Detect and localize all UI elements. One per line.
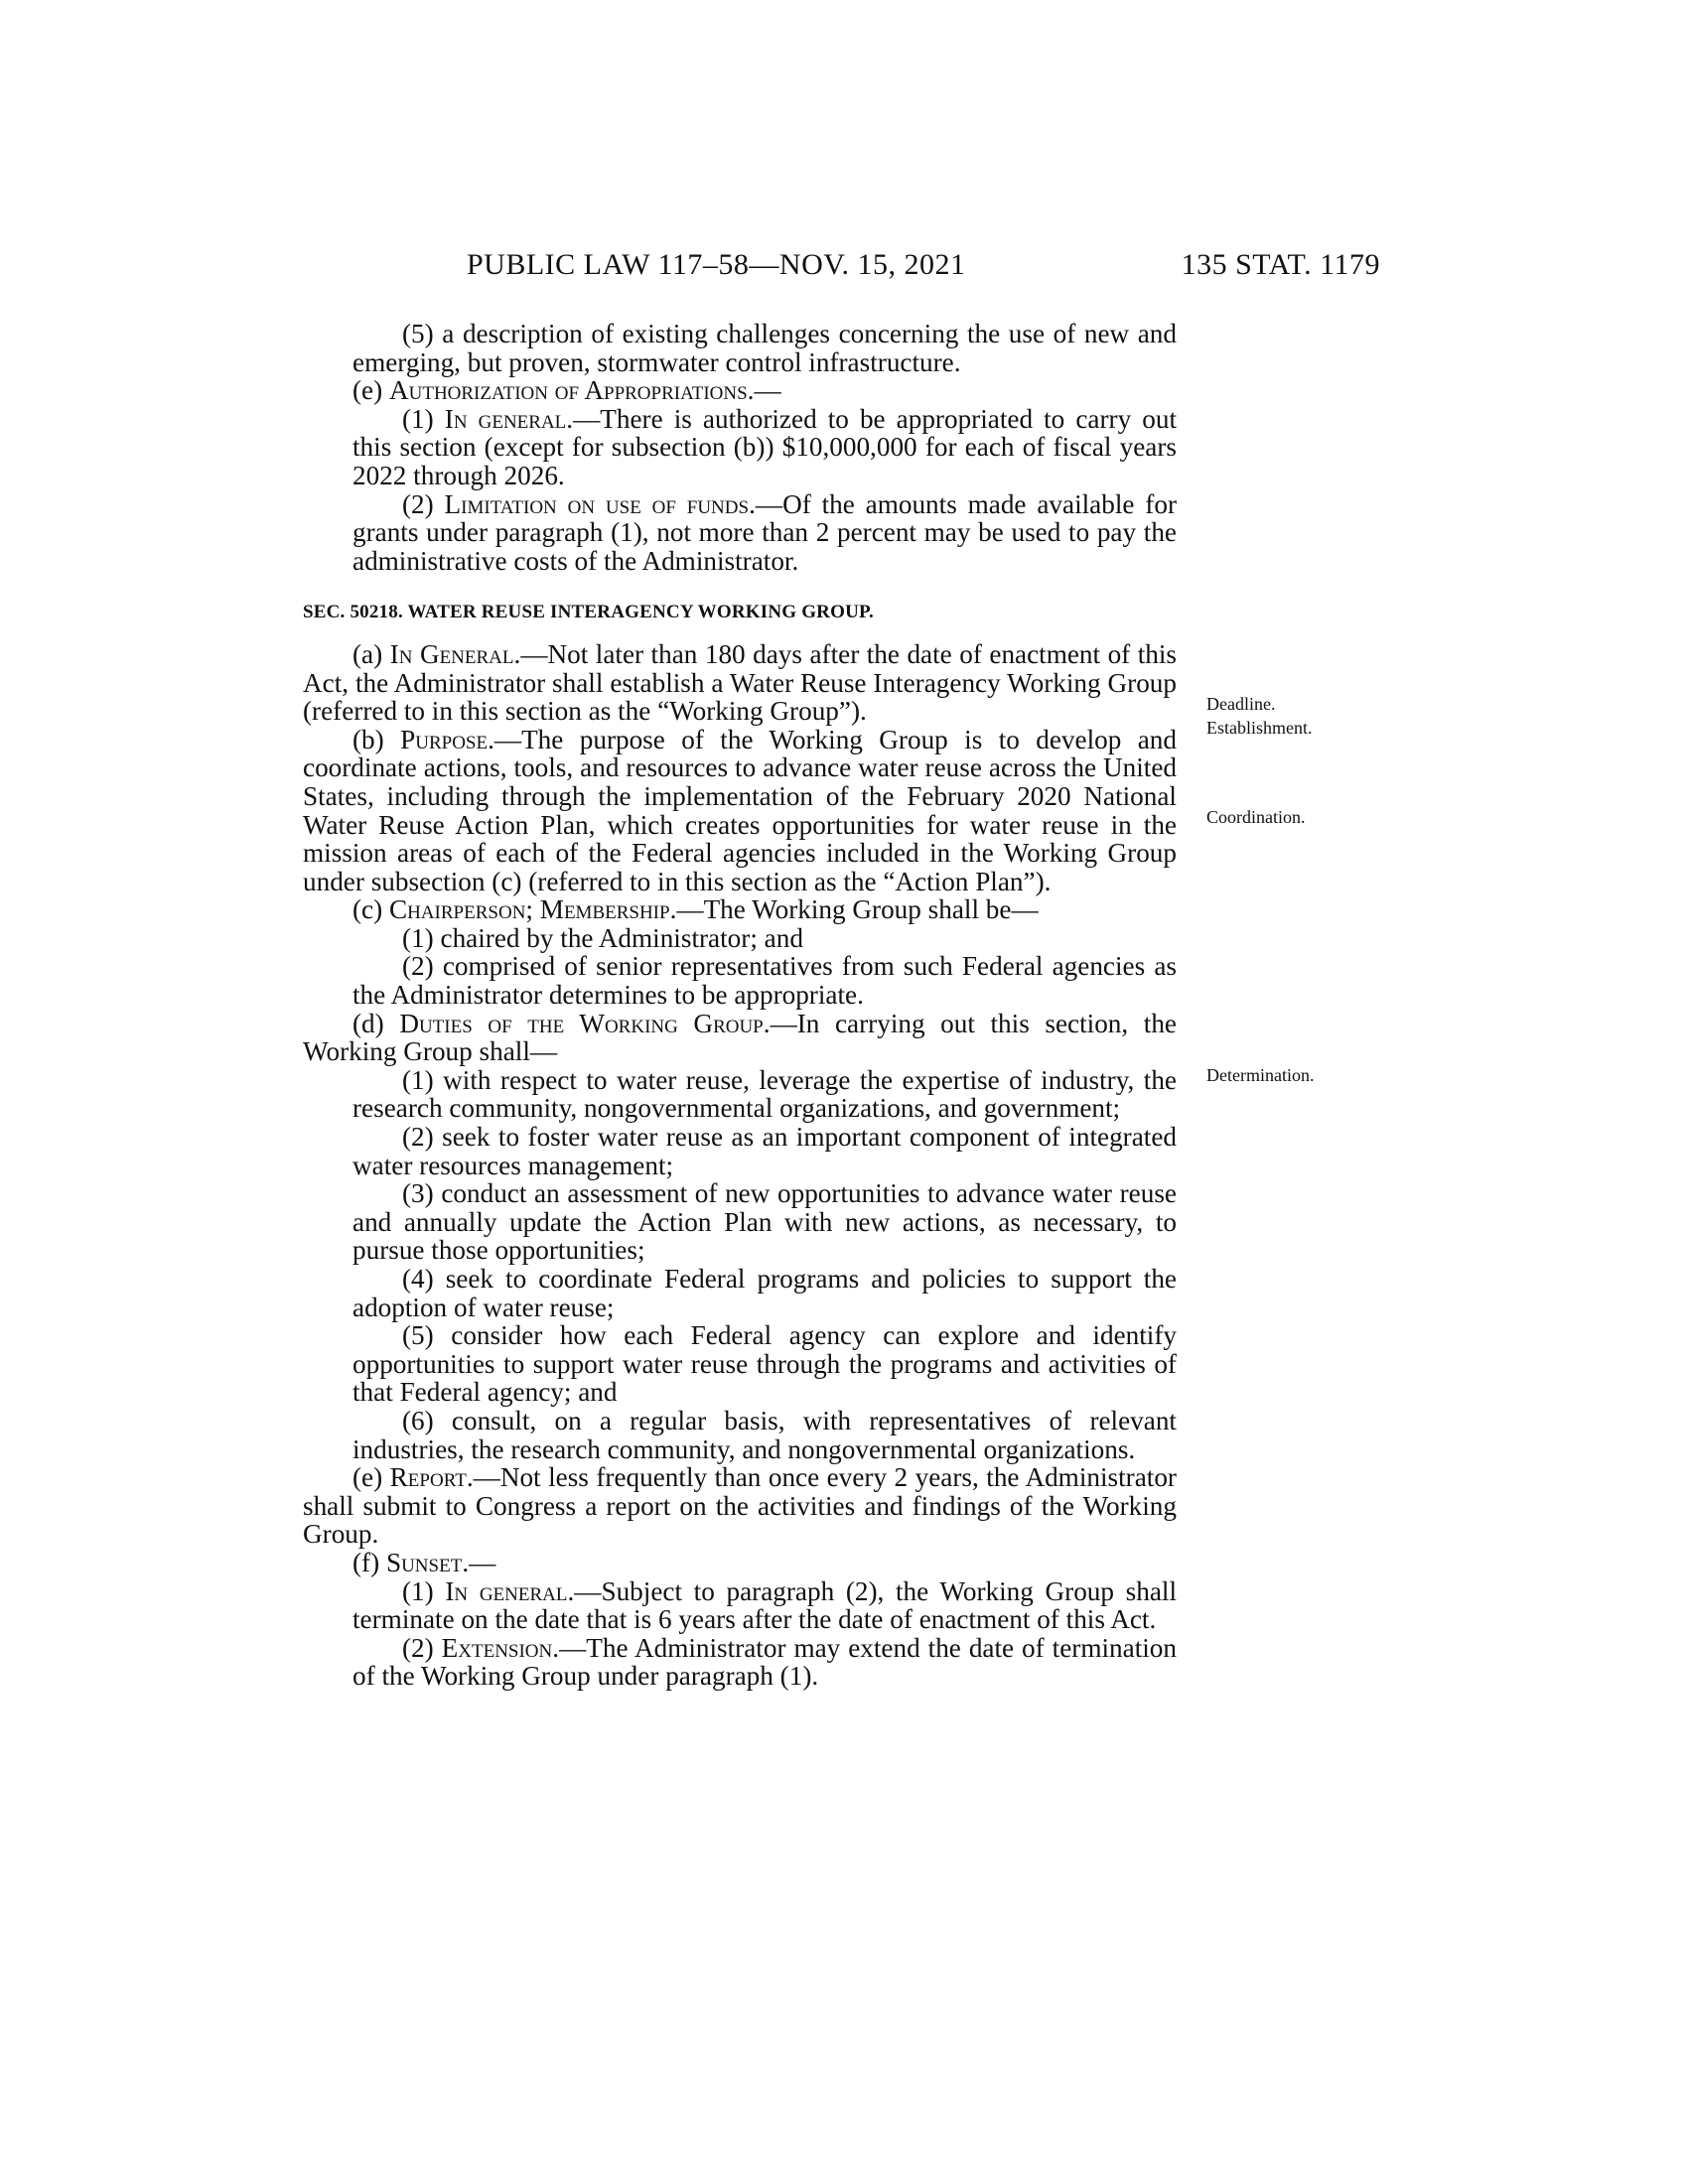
paragraph-number: (2) bbox=[402, 488, 445, 519]
paragraph-f1 bbox=[303, 1577, 1177, 1634]
subsection-e-authorization bbox=[303, 376, 1177, 405]
subsection-heading: Duties of the Working Group bbox=[399, 1008, 764, 1038]
subsection-a bbox=[303, 640, 1177, 726]
paragraph-heading: Limitation on use of funds bbox=[444, 488, 750, 519]
subsection-f-sunset bbox=[303, 1549, 1177, 1577]
subsection-heading: Purpose bbox=[400, 724, 489, 754]
subsection-e-report bbox=[303, 1463, 1177, 1549]
paragraph-text: .—The Administrator may extend the date of termination of the Working Group under paragraph (1). bbox=[352, 1632, 1177, 1692]
subsection-heading: Chairperson; Membership bbox=[388, 894, 670, 925]
subsection-number: (e) bbox=[352, 1462, 390, 1493]
margin-note-establishment: Establishment. bbox=[1206, 718, 1313, 738]
subsection-heading: Sunset bbox=[385, 1547, 463, 1577]
document-body bbox=[303, 320, 1177, 1691]
paragraph-number: (1) bbox=[402, 1575, 446, 1606]
margin-note-deadline: Deadline. bbox=[1206, 694, 1276, 714]
paragraph-e2 bbox=[303, 490, 1177, 576]
paragraph-e1 bbox=[303, 405, 1177, 490]
paragraph-text: .—Of the amounts made available for grants under paragraph (1), not more than 2 percent may be used to pay the administrative costs of the Administrator. bbox=[352, 488, 1177, 576]
paragraph-number: (2) bbox=[402, 1632, 442, 1663]
paragraph-c2: (2) comprised of senior representatives from such Federal agencies as the Administrator determines to be appropriate. bbox=[352, 951, 1177, 1011]
paragraph-heading: Extension bbox=[441, 1632, 553, 1663]
subsection-number: (c) bbox=[352, 894, 389, 925]
subsection-heading: Report bbox=[389, 1462, 467, 1493]
public-law-header: PUBLIC LAW 117–58—NOV. 15, 2021 bbox=[467, 248, 966, 281]
subsection-text: .—The purpose of the Working Group is to develop and coordinate actions, tools, and resources to advance water reuse across the United States, including through the implementation of the February 2020 National Water Reuse Action Plan, which creates opportunities for water reuse in the mission areas of each of the Federal agencies included in the Working Group under subsection (c) (referred to in this section as the “Action Plan”). bbox=[303, 724, 1177, 896]
margin-note-determination: Determination. bbox=[1206, 1065, 1315, 1085]
paragraph-d3: (3) conduct an assessment of new opportunities to advance water reuse and annually update the Action Plan with new actions, as necessary, to pursue those opportunities; bbox=[352, 1178, 1177, 1266]
subsection-text: .—The Working Group shall be— bbox=[669, 894, 1039, 925]
section-heading: SEC. 50218. WATER REUSE INTERAGENCY WORKING GROUP. bbox=[303, 602, 874, 623]
running-head bbox=[467, 248, 1380, 288]
subsection-b bbox=[303, 726, 1177, 896]
subsection-d bbox=[303, 1010, 1177, 1066]
paragraph-text: .—There is authorized to be appropriated to carry out this section (except for subsection (b)) $10,000,000 for each of fiscal years 2022 through 2026. bbox=[352, 403, 1177, 490]
paragraph-5-description: (5) a description of existing challenges concerning the use of new and emerging, but proven, stormwater control infrastructure. bbox=[352, 319, 1177, 377]
subsection-number: (a) bbox=[352, 638, 390, 669]
paragraph-d6: (6) consult, on a regular basis, with representatives of relevant industries, the research community, and nongovernmental organizations. bbox=[352, 1405, 1177, 1464]
subsection-heading: In General bbox=[389, 638, 514, 669]
subsection-c bbox=[303, 895, 1177, 924]
heading-dash: .— bbox=[462, 1547, 496, 1577]
subsection-text: .—In carrying out this section, the Working Group shall— bbox=[303, 1008, 1178, 1067]
statute-page-number: 135 STAT. 1179 bbox=[1181, 248, 1380, 281]
paragraph-c1: (1) chaired by the Administrator; and bbox=[402, 922, 803, 953]
subsection-number: (b) bbox=[352, 724, 401, 754]
paragraph-heading: In general bbox=[445, 1575, 568, 1606]
subsection-number: (e) bbox=[352, 375, 389, 406]
subsection-text: .—Not later than 180 days after the date of enactment of this Act, the Administrator shall establish a Water Reuse Interagency Working Group (referred to in this section as the “Working Group”). bbox=[303, 638, 1177, 727]
paragraph-f2 bbox=[303, 1634, 1177, 1691]
subsection-number: (d) bbox=[352, 1008, 400, 1038]
paragraph-text: .—Subject to paragraph (2), the Working Group shall terminate on the date that is 6 years after the date of enactment of this Act. bbox=[352, 1575, 1178, 1635]
subsection-heading: Authorization of Appropriations bbox=[388, 375, 748, 406]
heading-dash: .— bbox=[747, 375, 781, 406]
paragraph-d4: (4) seek to coordinate Federal programs and policies to support the adoption of water reuse; bbox=[352, 1264, 1177, 1322]
paragraph-d2: (2) seek to foster water reuse as an important component of integrated water resources management; bbox=[352, 1122, 1177, 1180]
paragraph-number: (1) bbox=[402, 403, 445, 434]
subsection-text: .—Not less frequently than once every 2 years, the Administrator shall submit to Congress a report on the activities and findings of the Working Group. bbox=[303, 1462, 1177, 1550]
subsection-number: (f) bbox=[352, 1547, 386, 1577]
paragraph-d5: (5) consider how each Federal agency can explore and identify opportunities to support water reuse through the programs and activities of that Federal agency; and bbox=[352, 1320, 1177, 1408]
paragraph-d1: (1) with respect to water reuse, leverage the expertise of industry, the research community, nongovernmental organizations, and government; bbox=[352, 1064, 1177, 1124]
paragraph-heading: In general bbox=[444, 403, 567, 434]
margin-note-coordination: Coordination. bbox=[1206, 807, 1306, 827]
